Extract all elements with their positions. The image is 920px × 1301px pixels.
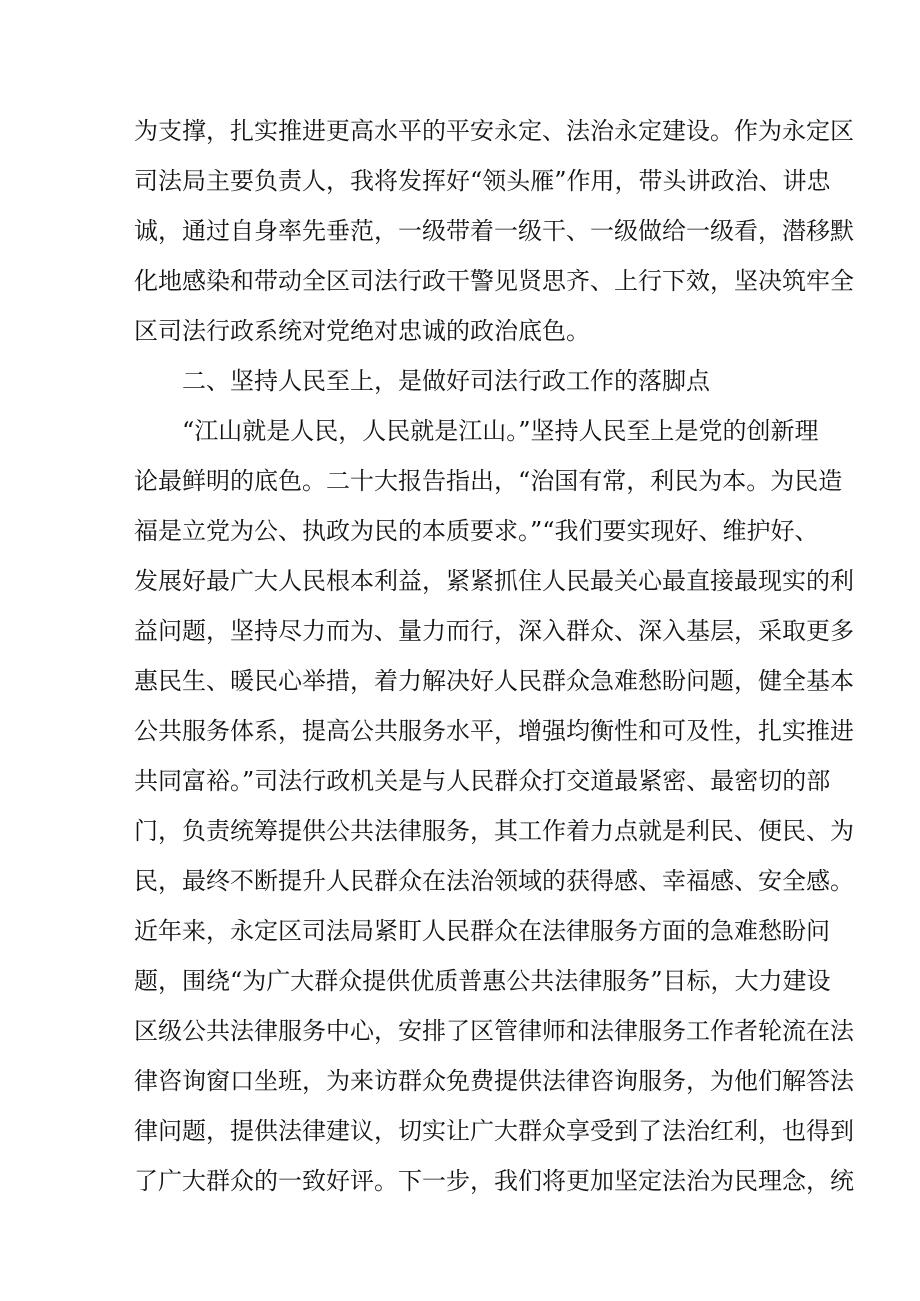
paragraph-line: 论最鲜明的底色。二十大报告指出，“治国有常，利民为本。为民造 <box>134 467 843 495</box>
paragraph-line: 惠民生、暖民心举措，着力解决好人民群众急难愁盼问题，健全基本 <box>134 667 854 695</box>
paragraph-line: 为支撑，扎实推进更高水平的平安永定、法治永定建设。作为永定区 <box>134 117 854 145</box>
section-heading: 二、坚持人民至上，是做好司法行政工作的落脚点 <box>182 367 710 395</box>
paragraph-line: 门，负责统筹提供公共法律服务，其工作着力点就是利民、便民、为 <box>134 817 854 845</box>
paragraph-line: 发展好最广大人民根本利益，紧紧抓住人民最关心最直接最现实的利 <box>134 567 854 595</box>
paragraph-line: 了广大群众的一致好评。下一步，我们将更加坚定法治为民理念，统 <box>134 1167 854 1195</box>
paragraph-line: 题，围绕“为广大群众提供优质普惠公共法律服务”目标，大力建设 <box>134 967 831 995</box>
paragraph-line: 律咨询窗口坐班，为来访群众免费提供法律咨询服务，为他们解答法 <box>134 1067 854 1095</box>
paragraph-line: 公共服务体系，提高公共服务水平，增强均衡性和可及性，扎实推进 <box>134 717 854 745</box>
paragraph-line: 区级公共法律服务中心，安排了区管律师和法律服务工作者轮流在法 <box>134 1017 854 1045</box>
paragraph-line: 区司法行政系统对党绝对忠诚的政治底色。 <box>134 317 590 345</box>
paragraph-line: “江山就是人民，人民就是江山。”坚持人民至上是党的创新理 <box>182 417 819 445</box>
paragraph-line: 律问题，提供法律建议，切实让广大群众享受到了法治红利，也得到 <box>134 1117 854 1145</box>
paragraph-line: 益问题，坚持尽力而为、量力而行，深入群众、深入基层，采取更多 <box>134 617 854 645</box>
paragraph-line: 司法局主要负责人，我将发挥好“领头雁”作用，带头讲政治、讲忠 <box>134 167 831 195</box>
paragraph-line: 近年来，永定区司法局紧盯人民群众在法律服务方面的急难愁盼问 <box>134 917 830 945</box>
paragraph-line: 共同富裕。”司法行政机关是与人民群众打交道最紧密、最密切的部 <box>134 767 831 795</box>
paragraph-line: 诚，通过自身率先垂范，一级带着一级干、一级做给一级看，潜移默 <box>134 217 854 245</box>
paragraph-line: 民，最终不断提升人民群众在法治领域的获得感、幸福感、安全感。 <box>134 867 854 895</box>
paragraph-line: 化地感染和带动全区司法行政干警见贤思齐、上行下效，坚决筑牢全 <box>134 267 854 295</box>
paragraph-line: 福是立党为公、执政为民的本质要求。”“我们要实现好、维护好、 <box>134 517 819 545</box>
